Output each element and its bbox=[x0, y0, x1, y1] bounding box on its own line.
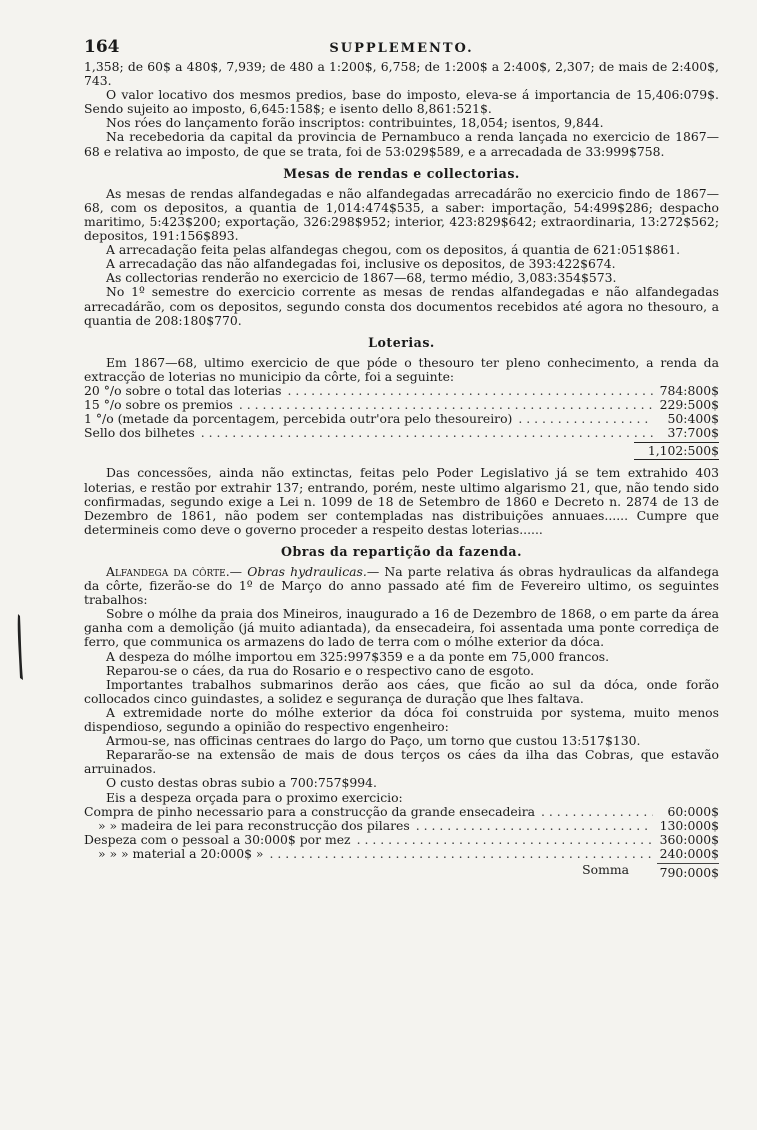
loterias-row-value: 50:400$ bbox=[667, 411, 719, 427]
section-heading-mesas: Mesas de rendas e collectorias. bbox=[283, 165, 520, 181]
obras-paragraph: O custo destas obras subio a 700:757$994. bbox=[106, 775, 377, 791]
obras-paragraph: Reparou-se o cáes, da rua do Rosario e o respectivo cano de esgoto. bbox=[106, 662, 535, 678]
section-heading-loterias: Loterias. bbox=[368, 334, 435, 350]
budget-row-label: Compra de pinho necessario para a construcção da grande ensecadeira bbox=[84, 803, 536, 819]
loterias-row bbox=[84, 426, 719, 440]
budget-row-label: Despeza com o pessoal a 30:000$ por mez bbox=[84, 831, 351, 847]
intro-paragraph: Nos róes do lançamento forão inscriptos: contribuintes, 18,054; isentos, 9,844. bbox=[106, 115, 604, 131]
obras-paragraph: Sobre o mólhe da praia dos Mineiros, inaugurado a 16 de Dezembro de 1868, o em parte da área ganha com a demolição (já muito adiantada), da ensecadeira, foi assentada uma ponte corrediça de ferro, que communica os armazens do lado de terra com o mólhe exterior da dóca. bbox=[84, 606, 719, 650]
budget-row-label: » » » material a 20:000$ » bbox=[98, 845, 264, 861]
loterias-row-label: 20 °/o sobre o total das loterias bbox=[84, 382, 282, 398]
obras-paragraph: Importantes trabalhos submarinos derão aos cáes, que ficão ao sul da dóca, onde forão collocados cinco guindastes, a solidez e segurança de duração que lhes faltava. bbox=[84, 676, 719, 706]
loterias-row bbox=[84, 384, 719, 398]
budget-intro: Eis a despeza orçada para o proximo exercicio: bbox=[106, 789, 403, 805]
obras-paragraph: A extremidade norte do mólhe exterior da dóca foi construida por systema, muito menos dispendioso, segundo a opinião do respectivo engenheiro: bbox=[84, 704, 719, 735]
budget-sum-label: Somma bbox=[582, 861, 629, 877]
leader-dots bbox=[239, 398, 653, 412]
budget-row-value: 240:000$ bbox=[659, 845, 719, 861]
loterias-section bbox=[84, 356, 719, 537]
leader-dots bbox=[541, 805, 653, 819]
loterias-intro: Em 1867—68, ultimo exercicio de que póde o thesouro ter pleno conhecimento, a renda da extracção de loterias no municipio da côrte, foi a seguinte: bbox=[84, 354, 719, 384]
obras-lead-rest: — Na parte relativa ás obras hydraulicas da alfandega da côrte, fizerão-se do 1º de Março do anno passado até fim de Fevereiro ultimo, os seguintes trabalhos: bbox=[84, 564, 719, 608]
intro-paragraph: 1,358; de 60$ a 480$, 7,939; de 480 a 1:200$, 6,758; de 1:200$ a 2:400$, 2,307; de mais de 2:400$, 743. bbox=[84, 59, 719, 89]
obras-paragraph: Armou-se, nas officinas centraes do largo do Paço, um torno que custou 13:517$130. bbox=[106, 733, 641, 749]
budget-row-value: 60:000$ bbox=[667, 803, 719, 819]
leader-dots bbox=[518, 412, 653, 426]
budget-row bbox=[84, 847, 719, 861]
loterias-total bbox=[84, 442, 719, 460]
budget-row-value: 360:000$ bbox=[659, 831, 719, 847]
margin-ink-mark bbox=[14, 612, 26, 682]
running-title: SUPPLEMENTO. bbox=[329, 41, 474, 56]
leader-dots bbox=[416, 819, 653, 833]
loterias-row-value: 37:700$ bbox=[667, 425, 719, 441]
obras-lead-smallcaps: Alfandega da côrte. bbox=[106, 564, 230, 579]
mesas-section bbox=[84, 187, 719, 328]
mesas-paragraph: A arrecadação das não alfandegadas foi, inclusive os depositos, de 393:422$674. bbox=[106, 256, 616, 272]
page-header bbox=[84, 37, 719, 58]
loterias-row-value: 229:500$ bbox=[659, 397, 719, 413]
leader-dots bbox=[288, 384, 653, 398]
obras-section bbox=[84, 565, 719, 880]
mesas-paragraph: As mesas de rendas alfandegadas e não alfandegadas arrecadárão no exercicio findo de 1867—68, com os depositos, a quantia de 1,014:474$535, a saber: importação, 54:499$286; despacho maritimo, 5:423$200; exportação, 326:298$952; interior, 423:829$642; extraordinaria, 13:272$562; depositos, 191:156$893. bbox=[84, 185, 719, 244]
budget-row bbox=[84, 833, 719, 847]
loterias-row-label: 15 °/o sobre os premios bbox=[84, 397, 233, 413]
obras-paragraph: A despeza do mólhe importou em 325:997$359 e a da ponte em 75,000 francos. bbox=[106, 648, 610, 664]
leader-dots bbox=[357, 833, 653, 847]
budget-sum-value: 790:000$ bbox=[657, 863, 719, 880]
intro-paragraph: Na recebedoria da capital da provincia de Pernambuco a renda lançada no exercicio de 1867—68 e relativa ao imposto, de que se trata, foi de 53:029$589, e a arrecadada de 33:999$758. bbox=[84, 129, 719, 159]
loterias-row-value: 784:800$ bbox=[659, 382, 719, 398]
section-heading-obras: Obras da repartição da fazenda. bbox=[281, 543, 522, 559]
loterias-total-value: 1,102:500$ bbox=[634, 442, 719, 460]
leader-dots bbox=[270, 847, 653, 861]
mesas-paragraph: No 1º semestre do exercicio corrente as mesas de rendas alfandegadas e não alfandegadas arrecadárão, com os depositos, segundo consta dos documentos recebidos até agora no thesouro, a quantia de 208:180$770. bbox=[84, 284, 719, 328]
mesas-paragraph: A arrecadação feita pelas alfandegas chegou, com os depositos, á quantia de 621:051$861. bbox=[106, 242, 681, 258]
loterias-closing: Das concessões, ainda não extinctas, feitas pelo Poder Legislativo já se tem extrahido 403 loterias, e restão por extrahir 137; entrando, porém, neste ultimo algarismo 21, que, não tendo sido confirmadas, segundo exige a Lei n. 1099 de 18 de Setembro de 1860 e Decreto n. 2874 de 13 de Dezembro de 1861, não podem ser contempladas nas distribuições annuaes...... Cumpre que determineis como deve o governo proceder a respeito destas loterias...... bbox=[84, 465, 719, 537]
mesas-paragraph: As collectorias renderão no exercicio de 1867—68, termo médio, 3,083:354$573. bbox=[106, 270, 617, 286]
budget-row bbox=[84, 819, 719, 833]
obras-paragraph: Repararão-se na extensão de mais de dous terços os cáes da ilha das Cobras, que estavão arruinados. bbox=[84, 747, 719, 777]
leader-dots bbox=[201, 426, 653, 440]
loterias-row bbox=[84, 412, 719, 426]
obras-lead-italic: — Obras hydraulicas. bbox=[229, 564, 367, 579]
obras-lead-paragraph bbox=[84, 565, 719, 607]
page-number: 164 bbox=[84, 37, 120, 57]
budget-row bbox=[84, 805, 719, 819]
budget-row-value: 130:000$ bbox=[659, 817, 719, 833]
intro-paragraph: O valor locativo dos mesmos predios, base do imposto, eleva-se á importancia de 15,406:079$. Sendo sujeito ao imposto, 6,645:158$; e isento dello 8,861:521$. bbox=[84, 87, 719, 117]
loterias-row-label: Sello dos bilhetes bbox=[84, 425, 195, 441]
budget-row-label: » » madeira de lei para reconstrucção dos pilares bbox=[98, 817, 410, 833]
intro-section bbox=[84, 60, 719, 159]
loterias-row bbox=[84, 398, 719, 412]
loterias-row-label: 1 °/o (metade da porcentagem, percebida outr'ora pelo thesoureiro) bbox=[84, 411, 513, 427]
budget-sum bbox=[84, 863, 719, 880]
